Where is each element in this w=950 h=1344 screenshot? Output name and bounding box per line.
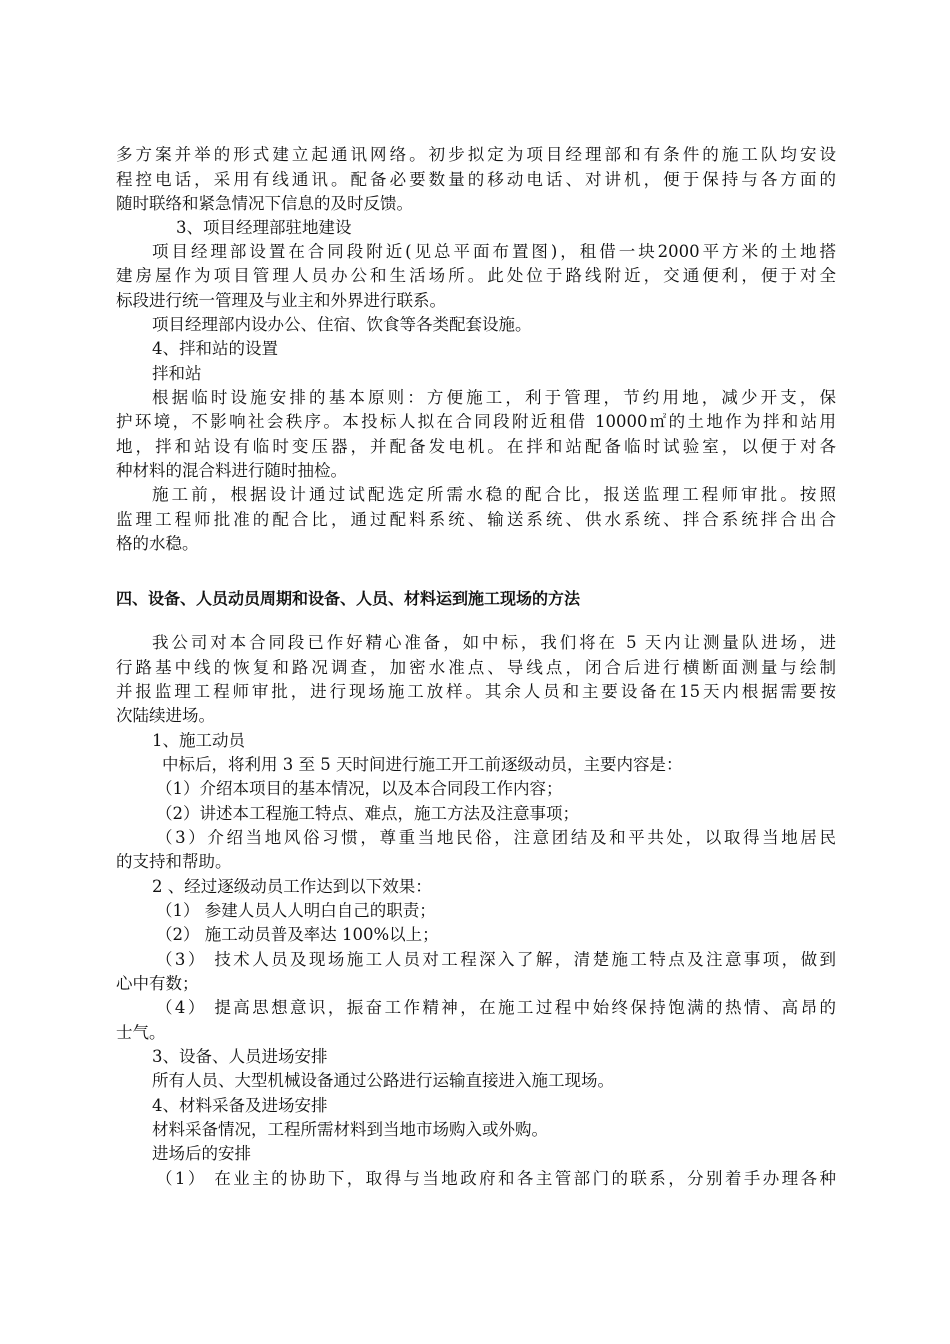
body-text-line: 施工前，根据设计通过试配选定所需水稳的配合比，报送监理工程师审批。按照 [152,485,836,504]
body-text-line: 根据临时设施安排的基本原则：方便施工，利于管理，节约用地，减少开支，保 [152,388,836,407]
list-item: （3） 技术人员及现场施工人员对工程深入了解，清楚施工特点及注意事项，做到 [156,950,836,969]
list-item: （1） 参建人员人人明白自己的职责； [156,901,436,920]
body-text-line: 所有人员、大型机械设备通过公路进行运输直接进入施工现场。 [152,1071,614,1090]
list-item: （3）介绍当地风俗习惯，尊重当地民俗，注意团结及和平共处，以取得当地居民 [156,828,836,847]
body-text-line: 的支持和帮助。 [116,852,232,871]
chapter-heading: 四、设备、人员动员周期和设备、人员、材料运到施工现场的方法 [116,589,581,608]
section-heading-3: 3、项目经理部驻地建设 [176,218,352,237]
list-item: （1） 在业主的协助下，取得与当地政府和各主管部门的联系，分别着手办理各种 [156,1169,836,1188]
section-heading-4: 4、拌和站的设置 [152,339,278,358]
body-text-line: 士气。 [116,1023,166,1042]
section-heading-4b: 4、材料采备及进场安排 [152,1096,328,1115]
body-text-line: 次陆续进场。 [116,706,215,725]
body-text-line: 护环境，不影响社会秩序。本投标人拟在合同段附近租借 10000㎡的土地作为拌和站用 [116,412,836,431]
subheading-after-arrival: 进场后的安排 [152,1144,251,1163]
body-text-line: 多方案并举的形式建立起通讯网络。初步拟定为项目经理部和有条件的施工队均安设 [116,145,836,164]
body-text-line: 监理工程师批准的配合比，通过配料系统、输送系统、供水系统、拌合系统拌合出合 [116,510,836,529]
body-text-line: 行路基中线的恢复和路况调查，加密水准点、导线点，闭合后进行横断面测量与绘制 [116,658,836,677]
body-text-line: 建房屋作为项目管理人员办公和生活场所。此处位于路线附近，交通便利，便于对全 [116,266,836,285]
body-text-line: 格的水稳。 [116,534,199,553]
section-heading-1: 1、施工动员 [152,731,245,750]
list-item: （2）讲述本工程施工特点、难点，施工方法及注意事项； [156,804,579,823]
list-item: （4） 提高思想意识，振奋工作精神，在施工过程中始终保持饱满的热情、高昂的 [156,998,836,1017]
body-text-line: 项目经理部设置在合同段附近(见总平面布置图)，租借一块2000平方米的土地搭 [152,242,836,261]
list-item: （1）介绍本项目的基本情况，以及本合同段工作内容； [156,779,563,798]
body-text-line: 程控电话，采用有线通讯。配备必要数量的移动电话、对讲机，便于保持与各方面的 [116,170,836,189]
body-text-line: 材料采备情况，工程所需材料到当地市场购入或外购。 [152,1120,548,1139]
list-item: （2） 施工动员普及率达 100%以上； [156,925,439,944]
subheading-mixing-station: 拌和站 [152,364,202,383]
body-text-line: 心中有数； [116,974,199,993]
body-text-line: 并报监理工程师审批，进行现场施工放样。其余人员和主要设备在15天内根据需要按 [116,682,836,701]
section-heading-2: 2 、经过逐级动员工作达到以下效果： [152,877,432,896]
body-text-line: 中标后，将利用 3 至 5 天时间进行施工开工前逐级动员，主要内容是： [162,755,683,774]
body-text-line: 标段进行统一管理及与业主和外界进行联系。 [116,291,446,310]
body-text-line: 我公司对本合同段已作好精心准备，如中标，我们将在 5 天内让测量队进场，进 [152,633,836,652]
section-heading-3b: 3、设备、人员进场安排 [152,1047,328,1066]
body-text-line: 项目经理部内设办公、住宿、饮食等各类配套设施。 [152,315,532,334]
body-text-line: 种材料的混合料进行随时抽检。 [116,461,347,480]
body-text-line: 地，拌和站设有临时变压器，并配备发电机。在拌和站配备临时试验室，以便于对各 [116,437,836,456]
body-text-line: 随时联络和紧急情况下信息的及时反馈。 [116,194,413,213]
